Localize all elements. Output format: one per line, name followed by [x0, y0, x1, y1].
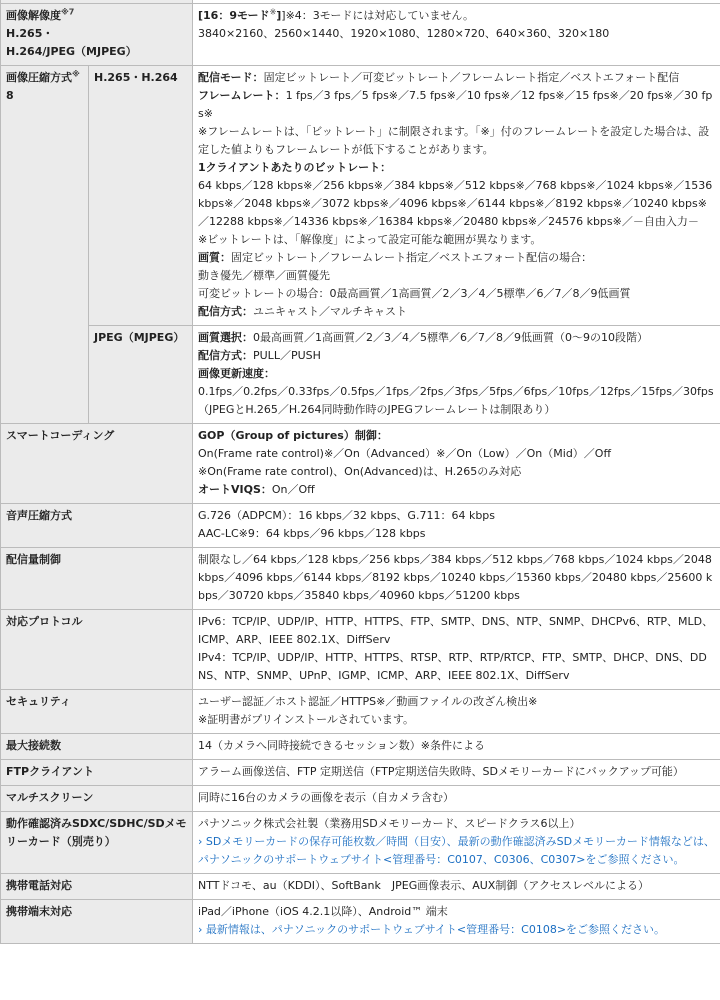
bitrate-list: 64 kbps／128 kbps※／256 kbps※／384 kbps※／512 kbps※／768 kbps※／1024 kbps※／1536 kbps※／2048 kbps※／3072 kbps※／4096 kbps※／6144 kbps※／8192 kbps※／10240 kbps※／12288 kbps※／14336 kbps※／16384 kbps※／20480 kbps※／24576 kbps※／－自由入力－ [198, 179, 713, 228]
table-row-max-conn [1, 734, 720, 760]
bullet-arrow-icon: › [198, 835, 203, 848]
field-label: オートVIQS： [198, 483, 272, 496]
field-text: On／Off [271, 483, 315, 496]
jpeg-value [193, 326, 720, 424]
table-row-resolution [1, 4, 720, 66]
field-text: 可変ビットレートの場合：0最高画質／1高画質／2／3／4／5標準／6／7／8／9低画質 [198, 287, 631, 300]
note-text: ※証明書がプリインストールされています。 [198, 713, 415, 726]
bullet-arrow-icon: › [198, 923, 203, 936]
protocol-header: 対応プロトコル [1, 610, 193, 690]
mobile-terminal-header: 携帯端末対応 [1, 900, 193, 944]
max-conn-header: 最大接続数 [1, 734, 193, 760]
field-text: IPv4：TCP/IP、UDP/IP、HTTP、HTTPS、RTSP、RTP、RTP/RTCP、FTP、SMTP、DHCP、DNS、DDNS、NTP、SNMP、UPnP、IGMP、ICMP、ARP、IEEE 802.1X、DiffServ [198, 651, 707, 682]
table-row-compression-h264 [1, 66, 720, 326]
field-text: 動き優先／標準／画質優先 [198, 269, 330, 282]
mobile-phone-value: NTTドコモ、au（KDDI）、SoftBank JPEG画像表示、AUX制御（アクセスレベルによる） [193, 874, 720, 900]
field-label: 配信モード： [198, 71, 264, 84]
table-row-bandwidth [1, 548, 720, 610]
field-text: On(Frame rate control)※／On（Advanced）※／On（Low）／On（Mid）／Off [198, 447, 612, 460]
table-row-ftp [1, 760, 720, 786]
header-text: H.265・ [6, 27, 54, 40]
field-text: G.726（ADPCM）：16 kbps／32 kbps、G.711：64 kbps [198, 509, 496, 522]
mode-note: ]※4：3モードには対応していません。 [281, 9, 475, 22]
smart-coding-value [193, 424, 720, 504]
header-text: 画像圧縮方式 [6, 71, 72, 84]
security-value [193, 690, 720, 734]
field-label: 画質： [198, 251, 231, 264]
field-text: ユニキャスト／マルチキャスト [253, 305, 407, 318]
max-conn-value: 14（カメラへ同時接続できるセッション数）※条件による [193, 734, 720, 760]
table-row-compression-jpeg [1, 326, 720, 424]
protocol-value [193, 610, 720, 690]
resolution-header [1, 4, 193, 66]
table-row-protocol [1, 610, 720, 690]
field-text: PULL／PUSH [253, 349, 321, 362]
table-row-audio [1, 504, 720, 548]
field-text: パナソニック株式会社製（業務用SDメモリーカード、スピードクラス6以上） [198, 817, 581, 830]
field-label: 配信方式： [198, 305, 253, 318]
field-label: 1クライアントあたりのビットレート： [198, 161, 392, 174]
field-label: GOP（Group of pictures）制御： [198, 429, 388, 442]
multiscreen-header: マルチスクリーン [1, 786, 193, 812]
h264-value [193, 66, 720, 326]
sdcard-header: 動作確認済みSDXC/SDHC/SDメモリーカード（別売り） [1, 812, 193, 874]
header-text: H.264/JPEG（MJPEG） [6, 45, 137, 58]
h264-subheader: H.265・H.264 [89, 66, 193, 326]
compression-header [1, 66, 89, 424]
field-label: 画像更新速度： [198, 367, 275, 380]
multiscreen-value: 同時に16台のカメラの画像を表示（自カメラ含む） [193, 786, 720, 812]
ftp-header: FTPクライアント [1, 760, 193, 786]
resolution-list: 3840×2160、2560×1440、1920×1080、1280×720、640×360、320×180 [198, 27, 610, 40]
table-row-sdcard [1, 812, 720, 874]
field-text: 0最高画質／1高画質／2／3／4／5標準／6／7／8／9低画質（0～9の10段階） [253, 331, 648, 344]
field-text: 固定ビットレート／フレームレート指定／ベストエフォート配信の場合： [231, 251, 593, 264]
support-link[interactable]: 最新情報は、パナソニックのサポートウェブサイト<管理番号：C0108>をご参照ください。 [205, 923, 666, 936]
resolution-value: [16：9モード※]]※4：3モードには対応していません。 3840×2160、2560×1440、1920×1080、1280×720、640×360、320×180 [193, 4, 720, 66]
bandwidth-value: 制限なし／64 kbps／128 kbps／256 kbps／384 kbps／512 kbps／768 kbps／1024 kbps／2048 kbps／4096 kbps／6144 kbps／8192 kbps／10240 kbps／15360 kbps／20480 kbps／25600 kbps／30720 kbps／35840 kbps／40960 kbps／51200 kbps [193, 548, 720, 610]
jpeg-subheader: JPEG（MJPEG） [89, 326, 193, 424]
support-link[interactable]: SDメモリーカードの保存可能枚数／時間（目安）、最新の動作確認済みSDメモリーカード情報などは、パナソニックのサポートウェブサイト<管理番号：C0107、C0306、C0307>をご参照ください。 [198, 835, 715, 866]
field-label: フレームレート： [198, 89, 286, 102]
field-text: ユーザー認証／ホスト認証／HTTPS※／動画ファイルの改ざん検出※ [198, 695, 538, 708]
audio-value [193, 504, 720, 548]
table-row-mobile-phone [1, 874, 720, 900]
footnote-mark: ※ [72, 69, 80, 79]
field-text: AAC-LC※9：64 kbps／96 kbps／128 kbps [198, 527, 426, 540]
footnote-mark: ※7 [61, 7, 75, 17]
table-row-mobile-terminal [1, 900, 720, 944]
table-row-security [1, 690, 720, 734]
bandwidth-header: 配信量制御 [1, 548, 193, 610]
field-text: 固定ビットレート／可変ビットレート／フレームレート指定／ベストエフォート配信 [263, 71, 680, 84]
header-text: 8 [6, 89, 14, 102]
field-text: 1 fps／3 fps／5 fps※／7.5 fps※／10 fps※／12 fps※／15 fps※／20 fps※／30 fps※ [198, 89, 713, 120]
table-row-multiscreen [1, 786, 720, 812]
security-header: セキュリティ [1, 690, 193, 734]
note-text: ※ビットレートは、「解像度」によって設定可能な範囲が異なります。 [198, 233, 542, 246]
sdcard-value [193, 812, 720, 874]
note-text: ※On(Frame rate control)、On(Advanced)は、H.265のみ対応 [198, 465, 522, 478]
fps-list: 0.1fps／0.2fps／0.33fps／0.5fps／1fps／2fps／3fps／5fps／6fps／10fps／12fps／15fps／30fps（JPEGとH.265／H.264同時動作時のJPEGフレームレートは制限あり） [198, 385, 714, 416]
ftp-value: アラーム画像送信、FTP 定期送信（FTP定期送信失敗時、SDメモリーカードにバックアップ可能） [193, 760, 720, 786]
field-label: 画質選択： [198, 331, 253, 344]
footnote-mark: ※ [269, 7, 277, 17]
mobile-phone-header: 携帯電話対応 [1, 874, 193, 900]
mode-label: [16：9モード [198, 9, 270, 22]
audio-header: 音声圧縮方式 [1, 504, 193, 548]
mobile-terminal-value [193, 900, 720, 944]
field-label: 配信方式： [198, 349, 253, 362]
header-text: 画像解像度 [6, 9, 61, 22]
field-text: IPv6：TCP/IP、UDP/IP、HTTP、HTTPS、FTP、SMTP、DNS、NTP、SNMP、DHCPv6、RTP、MLD、ICMP、ARP、IEEE 802.1X、DiffServ [198, 615, 714, 646]
field-text: iPad／iPhone（iOS 4.2.1以降）、Android™ 端末 [198, 905, 448, 918]
smart-coding-header: スマートコーディング [1, 424, 193, 504]
table-row-smart-coding [1, 424, 720, 504]
note-text: ※フレームレートは、「ビットレート」に制限されます。「※」付のフレームレートを設定した場合は、設定した値よりもフレームレートが低下することがあります。 [198, 125, 710, 156]
